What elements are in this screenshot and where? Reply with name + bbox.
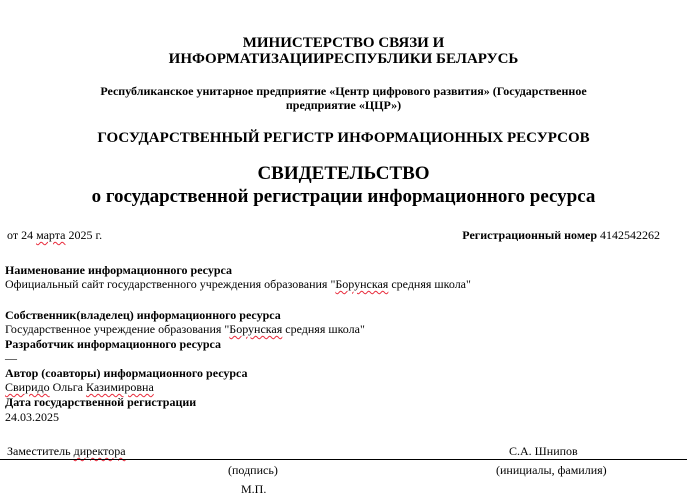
enterprise-line-1: Республиканское унитарное предприятие «Центр цифрового развития» (Государственное [100, 84, 587, 98]
owner-value-prefix: Государственное учреждение образования " [5, 322, 230, 336]
resource-name-suffix: средняя школа" [388, 277, 471, 291]
author-value [5, 380, 154, 394]
issue-date-month: марта [36, 228, 66, 242]
ministry-line-2: ИНФОРМАТИЗАЦИИРЕСПУБЛИКИ БЕЛАРУСЬ [168, 51, 519, 67]
signature-caption: (подпись) [228, 463, 278, 477]
registration-number-label: Регистрационный номер [462, 228, 597, 242]
owner-value-school: Борунская [229, 322, 283, 336]
developer-label: Разработчик информационного ресурса [5, 337, 221, 351]
signature-line [0, 459, 687, 460]
issue-date-prefix: от 24 [7, 228, 37, 242]
registry-title: ГОСУДАРСТВЕННЫЙ РЕГИСТР ИНФОРМАЦИОННЫХ РЕСУРСОВ [97, 130, 590, 146]
enterprise-line-2: предприятие «ЦЦР») [285, 98, 402, 112]
stamp-place: М.П. [241, 482, 267, 496]
signer-name: С.А. Шнипов [509, 444, 578, 458]
certificate-subtitle: о государственной регистрации информационного ресурса [91, 186, 596, 207]
developer-value: — [5, 351, 17, 365]
author-name: Ольга [49, 380, 86, 394]
resource-name-label: Наименование информационного ресурса [5, 263, 232, 277]
signer-position [7, 444, 126, 458]
author-patronymic: Казимировна [86, 380, 154, 394]
issue-date [7, 228, 102, 242]
certificate-title: СВИДЕТЕЛЬСТВО [257, 163, 430, 184]
initials-caption: (инициалы, фамилия) [496, 463, 607, 477]
registration-number [462, 228, 660, 242]
signer-position-prefix: Заместитель [7, 444, 74, 458]
author-label: Автор (соавторы) информационного ресурса [5, 366, 248, 380]
issue-date-suffix: 2025 г. [65, 228, 103, 242]
signer-position-word: директора [73, 444, 126, 458]
resource-name-prefix: Официальный сайт государственного учреждения образования " [5, 277, 336, 291]
registration-date-value: 24.03.2025 [5, 410, 59, 424]
author-surname: Свиридо [5, 380, 50, 394]
owner-label: Собственник(владелец) информационного ресурса [5, 308, 281, 322]
registration-number-value: 4142542262 [600, 228, 660, 242]
owner-value [5, 322, 365, 336]
owner-value-suffix: средняя школа" [282, 322, 365, 336]
ministry-line-1: МИНИСТЕРСТВО СВЯЗИ И [242, 35, 445, 51]
registration-date-label: Дата государственной регистрации [5, 395, 197, 409]
resource-name-school: Борунская [335, 277, 389, 291]
resource-name-value [5, 277, 471, 291]
